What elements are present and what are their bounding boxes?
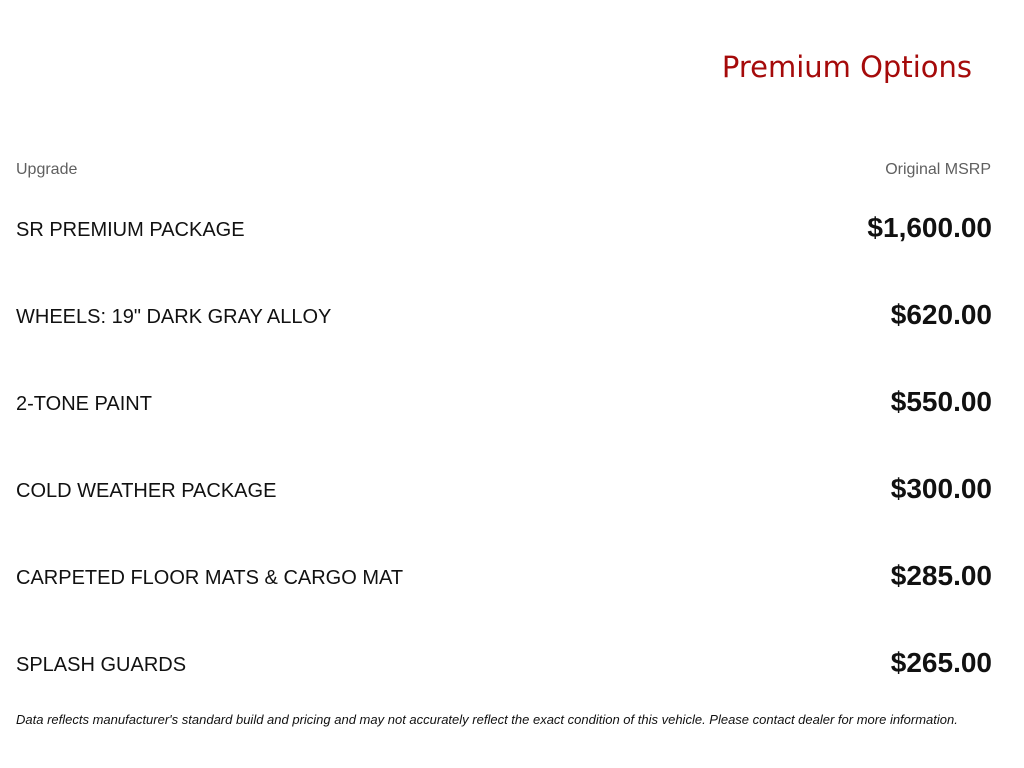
option-price: $300.00 <box>890 473 992 504</box>
option-price: $265.00 <box>890 647 992 678</box>
option-price: $620.00 <box>890 299 992 330</box>
option-row <box>16 463 992 550</box>
option-price: $285.00 <box>890 560 992 591</box>
option-name: 2-TONE PAINT <box>16 393 152 415</box>
upgrade-column-header: Upgrade <box>16 161 78 178</box>
option-name: SPLASH GUARDS <box>16 654 187 676</box>
option-price: $1,600.00 <box>867 212 992 243</box>
msrp-column-header: Original MSRP <box>885 161 991 178</box>
table-header <box>16 160 991 180</box>
option-name: SR PREMIUM PACKAGE <box>16 219 245 241</box>
option-row <box>16 376 992 463</box>
option-price: $550.00 <box>890 386 992 417</box>
option-name: CARPETED FLOOR MATS & CARGO MAT <box>16 567 404 589</box>
option-row <box>16 289 992 376</box>
options-list <box>16 202 992 724</box>
option-name: WHEELS: 19" DARK GRAY ALLOY <box>16 306 332 328</box>
option-row <box>16 637 992 724</box>
page-title: Premium Options <box>721 50 972 84</box>
option-row <box>16 550 992 637</box>
option-row <box>16 202 992 289</box>
option-name: COLD WEATHER PACKAGE <box>16 480 277 502</box>
disclaimer-text: Data reflects manufacturer's standard build and pricing and may not accurately reflect the exact condition of this vehicle. Please contact dealer for more information. <box>16 712 958 727</box>
